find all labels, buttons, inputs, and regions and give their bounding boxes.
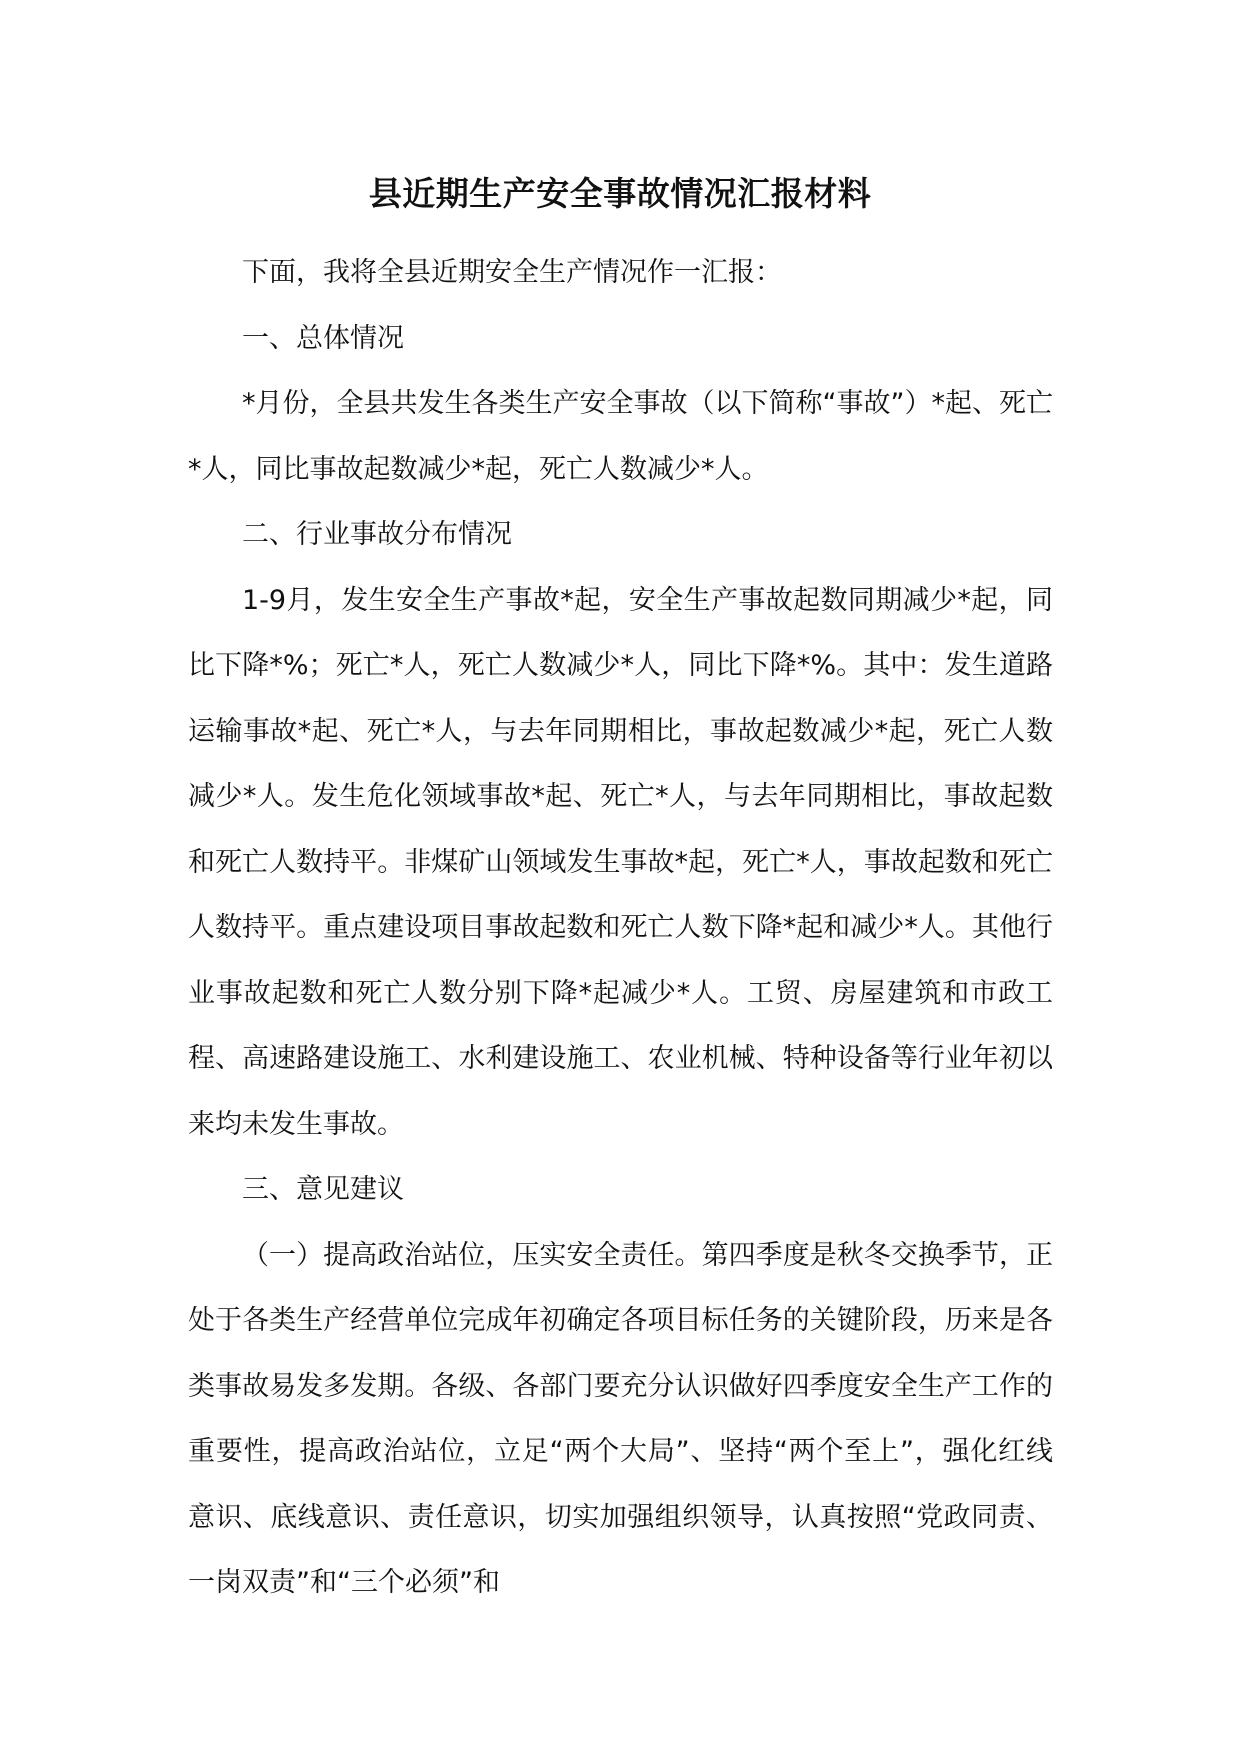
document-title: 县近期生产安全事故情况汇报材料: [368, 174, 872, 213]
paragraph-suggestion-1: （一）提高政治站位，压实安全责任。第四季度是秋冬交换季节，正处于各类生产经营单位完成年初确定各项目标任务的关键阶段，历来是各类事故易发多发期。各级、各部门要充分认识做好四季度安全生产工作的重要性，提高政治站位，立足“两个大局”、坚持“两个至上”，强化红线意识、底线意识、责任意识，切实加强组织领导，认真按照“党政同责、一岗双责”和“三个必须”和: [188, 1239, 1053, 1598]
document-body: [188, 240, 1053, 1616]
heading-overall-situation: 一、总体情况: [242, 322, 404, 354]
paragraph-intro: 下面，我将全县近期安全生产情况作一汇报：: [242, 257, 782, 288]
heading-industry-distribution: 二、行业事故分布情况: [242, 519, 512, 550]
paragraph-overall-situation: *月份，全县共发生各类生产安全事故（以下简称“事故”）*起、死亡*人，同比事故起数减少*起，死亡人数减少*人。: [188, 388, 1053, 485]
heading-suggestions: 三、意见建议: [242, 1174, 404, 1205]
paragraph-industry-distribution: 1-9月，发生安全生产事故*起，安全生产事故起数同期减少*起，同比下降*%；死亡*人，死亡人数减少*人，同比下降*%。其中：发生道路运输事故*起、死亡*人，与去年同期相比，事故起数减少*起，死亡人数减少*人。发生危化领域事故*起、死亡*人，与去年同期相比，事故起数和死亡人数持平。非煤矿山领域发生事故*起，死亡*人，事故起数和死亡人数持平。重点建设项目事故起数和死亡人数下降*起和减少*人。其他行业事故起数和死亡人数分别下降*起减少*人。工贸、房屋建筑和市政工程、高速路建设施工、水利建设施工、农业机械、特种设备等行业年初以来均未发生事故。: [188, 584, 1053, 1140]
